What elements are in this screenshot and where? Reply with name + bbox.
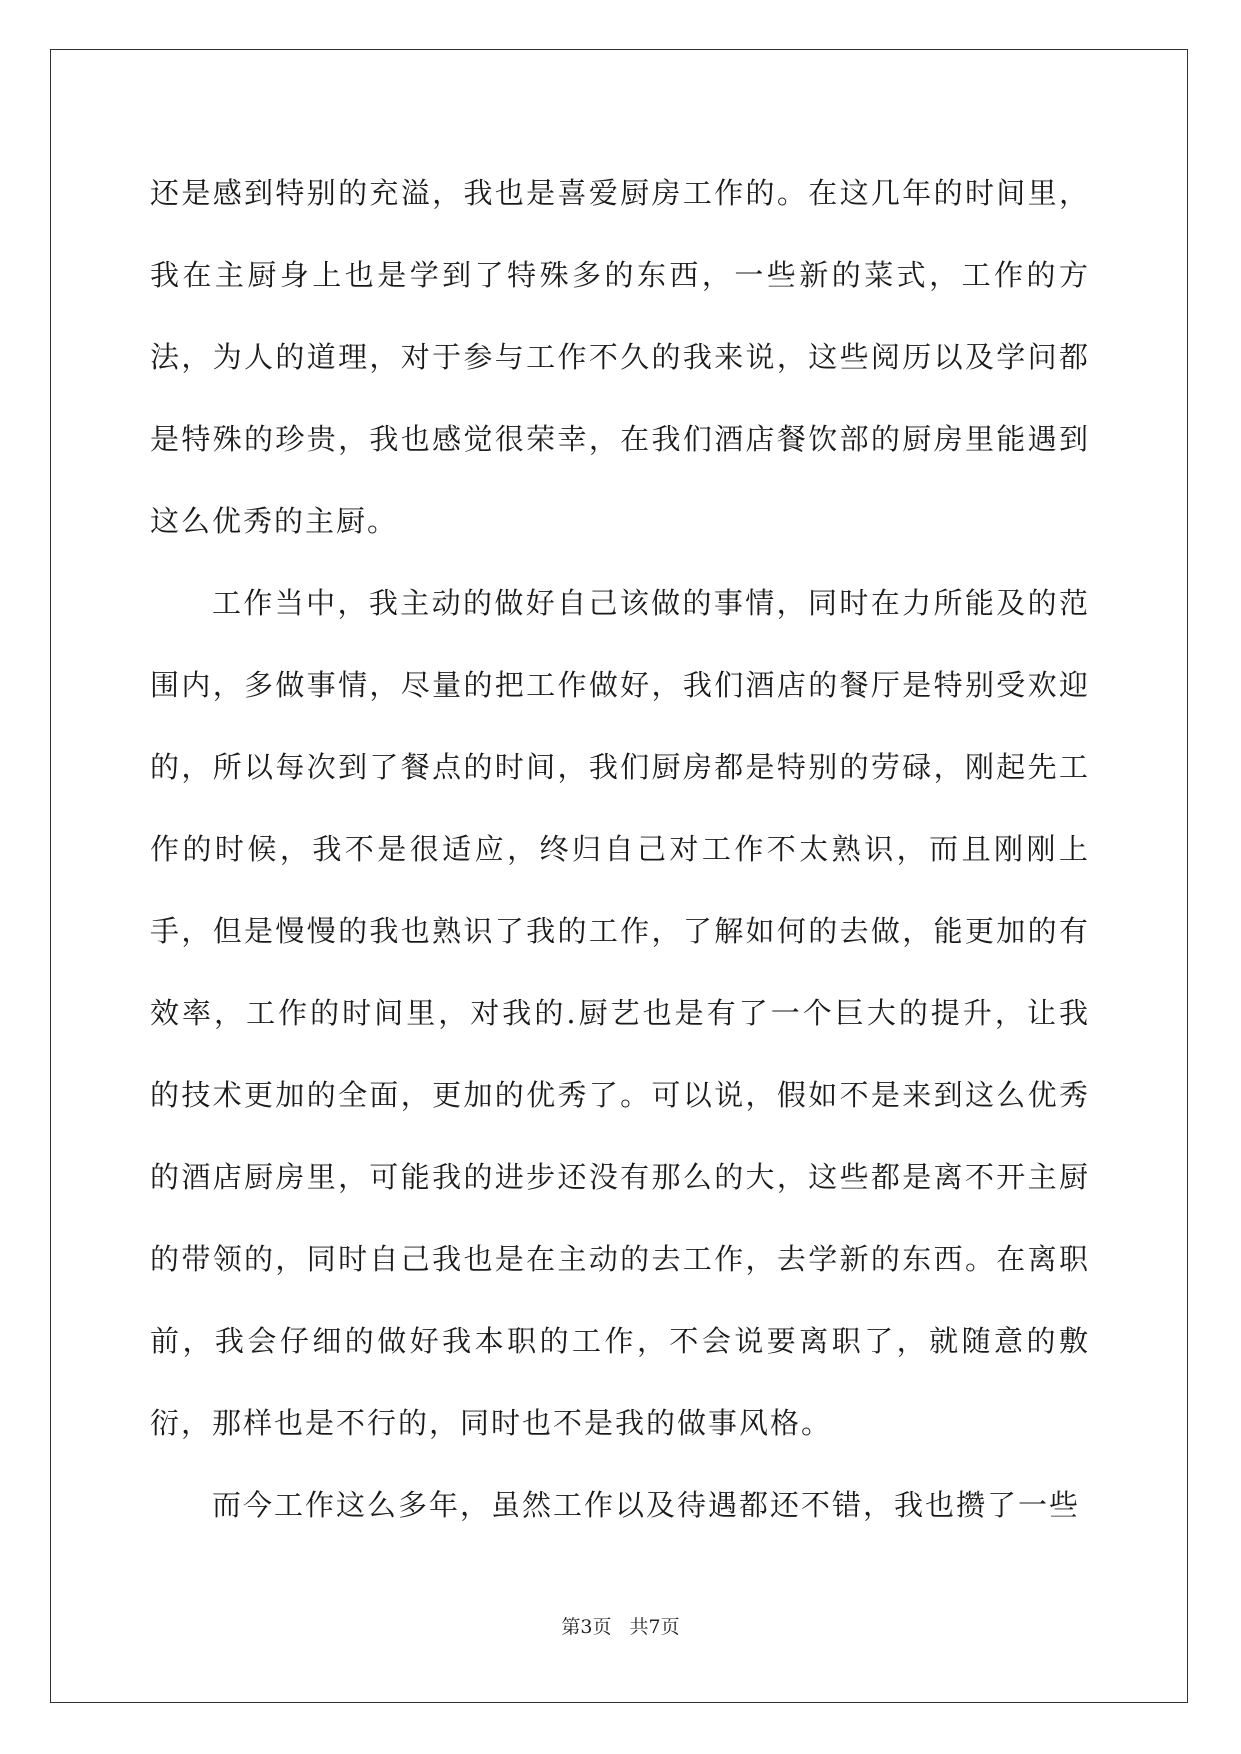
page-total: 共7页 <box>629 1616 680 1638</box>
paragraph-3: 而今工作这么多年，虽然工作以及待遇都还不错，我也攒了一些 <box>212 1488 1081 1522</box>
page-footer <box>0 1612 1241 1639</box>
page-number: 第3页 <box>561 1616 612 1638</box>
document-body <box>150 152 1090 1546</box>
paragraph-1: 还是感到特别的充溢，我也是喜爱厨房工作的。在这几年的时间里，我在主厨身上也是学到了特殊多的东西，一些新的菜式，工作的方法，为人的道理，对于参与工作不久的我来说，这些阅历以及学问都是特殊的珍贵，我也感觉很荣幸，在我们酒店餐饮部的厨房里能遇到这么优秀的主厨。 <box>150 176 1090 538</box>
paragraph-2: 工作当中，我主动的做好自己该做的事情，同时在力所能及的范围内，多做事情，尽量的把工作做好，我们酒店的餐厅是特别受欢迎的，所以每次到了餐点的时间，我们厨房都是特别的劳碌，刚起先工作的时候，我不是很适应，终归自己对工作不太熟识，而且刚刚上手，但是慢慢的我也熟识了我的工作，了解如何的去做，能更加的有效率，工作的时间里，对我的.厨艺也是有了一个巨大的提升，让我的技术更加的全面，更加的优秀了。可以说，假如不是来到这么优秀的酒店厨房里，可能我的进步还没有那么的大，这些都是离不开主厨的带领的，同时自己我也是在主动的去工作，去学新的东西。在离职前，我会仔细的做好我本职的工作，不会说要离职了，就随意的敷衍，那样也是不行的，同时也不是我的做事风格。 <box>150 586 1090 1440</box>
